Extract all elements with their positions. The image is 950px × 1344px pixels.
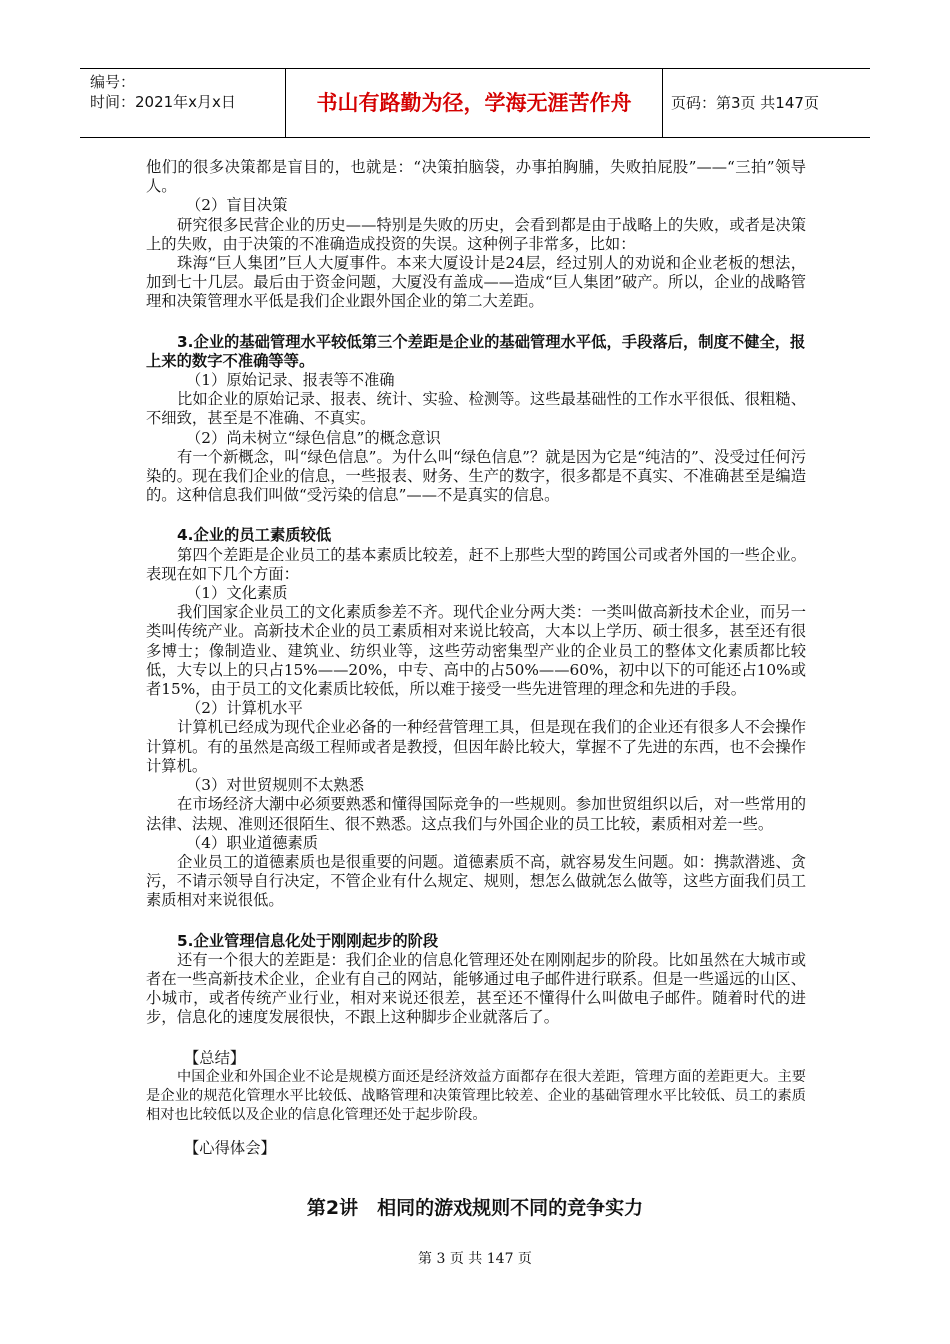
section-heading-3: 3.企业的基础管理水平较低第三个差距是企业的基础管理水平低，手段落后，制度不健全，报上来的数字不准确等等。 xyxy=(146,332,806,370)
doc-time-label: 时间：2021年x月x日 xyxy=(90,93,236,111)
spacer xyxy=(146,1125,806,1139)
paragraph: 计算机已经成为现代企业必备的一种经营管理工具，但是现在我们的企业还有很多人不会操作计算机。有的虽然是高级工程师或者是教授，但因年龄比较大，掌握不了先进的东西，也不会操作计算机。 xyxy=(146,718,806,775)
header-motto-cell xyxy=(286,69,663,137)
header-page-info: 页码：第3页 共147页 xyxy=(671,94,819,112)
subheading: （1）文化素质 xyxy=(186,584,288,603)
doc-number-label: 编号： xyxy=(90,73,136,91)
paragraph: 他们的很多决策都是盲目的，也就是：“决策拍脑袋，办事拍胸脯，失败拍屁股”——“三拍”领导人。 xyxy=(146,158,806,196)
subheading: （2）尚未树立“绿色信息”的概念意识 xyxy=(186,428,441,447)
subheading: （2）盲目决策 xyxy=(186,196,288,215)
paragraph: 我们国家企业员工的文化素质参差不齐。现代企业分两大类：一类叫做高新技术企业，而另一类叫传统产业。高新技术企业的员工素质相对来说比较高，大本以上学历、硕士很多，甚至还有很多博士；像制造业、建筑业、纺织业等，这些劳动密集型产业的企业员工的整体文化素质都比较低，大专以上的只占15%——20%，中专、高中的占50%——60%，初中以下的可能还占10%或者15%，由于员工的文化素质比较低，所以难于接受一些先进管理的理念和先进的手段。 xyxy=(146,603,806,699)
subheading: （1）原始记录、报表等不准确 xyxy=(186,371,395,390)
insight-tag: 【心得体会】 xyxy=(184,1139,276,1158)
paragraph: 第四个差距是企业员工的基本素质比较差，赶不上那些大型的跨国公司或者外国的一些企业。表现在如下几个方面： xyxy=(146,545,806,583)
header-meta xyxy=(80,69,286,137)
section-heading-5: 5.企业管理信息化处于刚刚起步的阶段 xyxy=(177,931,439,950)
paragraph: 在市场经济大潮中必须要熟悉和懂得国际竞争的一些规则。参加世贸组织以后，对一些常用的法律、法规、准则还很陌生、很不熟悉。这点我们与外国企业的员工比较，素质相对差一些。 xyxy=(146,795,806,833)
paragraph: 有一个新概念，叫“绿色信息”。为什么叫“绿色信息”？就是因为它是“纯洁的”、没受过任何污染的。现在我们企业的信息，一些报表、财务、生产的数字，很多都是不真实、不准确甚至是编造的。这种信息我们叫做“受污染的信息”——不是真实的信息。 xyxy=(146,447,806,505)
section-heading-4: 4.企业的员工素质较低 xyxy=(177,526,332,545)
page-header xyxy=(80,68,870,138)
spacer xyxy=(146,505,806,526)
spacer xyxy=(146,312,806,333)
header-motto: 书山有路勤为径，学海无涯苦作舟 xyxy=(316,91,632,115)
subheading: （2）计算机水平 xyxy=(186,699,303,718)
paragraph: 企业员工的道德素质也是很重要的问题。道德素质不高，就容易发生问题。如：携款潜逃、贪污，不请示领导自行决定，不管企业有什么规定、规则，想怎么做就怎么做等，这些方面我们员工素质相对来说很低。 xyxy=(146,852,806,910)
subheading: （3）对世贸规则不太熟悉 xyxy=(186,776,364,795)
spacer xyxy=(146,1028,806,1049)
lecture-title: 第2讲 相同的游戏规则不同的竞争实力 xyxy=(306,1197,644,1219)
spacer xyxy=(146,911,806,932)
document-body xyxy=(146,158,806,1159)
page-footer: 第 3 页 共 147 页 xyxy=(418,1251,532,1267)
paragraph: 还有一个很大的差距是：我们企业的信息化管理还处在刚刚起步的阶段。比如虽然在大城市或者在一些高新技术企业，企业有自己的网站，能够通过电子邮件进行联系。但是一些遥远的山区、小城市，或者传统产业行业，相对来说还很差，甚至还不懂得什么叫做电子邮件。随着时代的进步，信息化的速度发展很快，不跟上这种脚步企业就落后了。 xyxy=(146,950,806,1027)
summary-tag: 【总结】 xyxy=(184,1048,246,1067)
header-page-cell xyxy=(663,69,870,137)
summary-text: 中国企业和外国企业不论是规模方面还是经济效益方面都存在很大差距，管理方面的差距更大。主要是企业的规范化管理水平比较低、战略管理和决策管理比较差、企业的基础管理水平比较低、员工的素质相对也比较低以及企业的信息化管理还处于起步阶段。 xyxy=(146,1068,806,1124)
subheading: （4）职业道德素质 xyxy=(186,833,319,852)
paragraph: 比如企业的原始记录、报表、统计、实验、检测等。这些最基础性的工作水平很低、很粗糙、不细致，甚至是不准确、不真实。 xyxy=(146,390,806,428)
paragraph: 珠海“巨人集团”巨人大厦事件。本来大厦设计是24层，经过别人的劝说和企业老板的想法，加到七十几层。最后由于资金问题，大厦没有盖成——造成“巨人集团”破产。所以，企业的战略管理和决策管理水平低是我们企业跟外国企业的第二大差距。 xyxy=(146,254,806,311)
paragraph: 研究很多民营企业的历史——特别是失败的历史，会看到都是由于战略上的失败，或者是决策上的失败，由于决策的不准确造成投资的失误。这种例子非常多，比如： xyxy=(146,215,806,253)
